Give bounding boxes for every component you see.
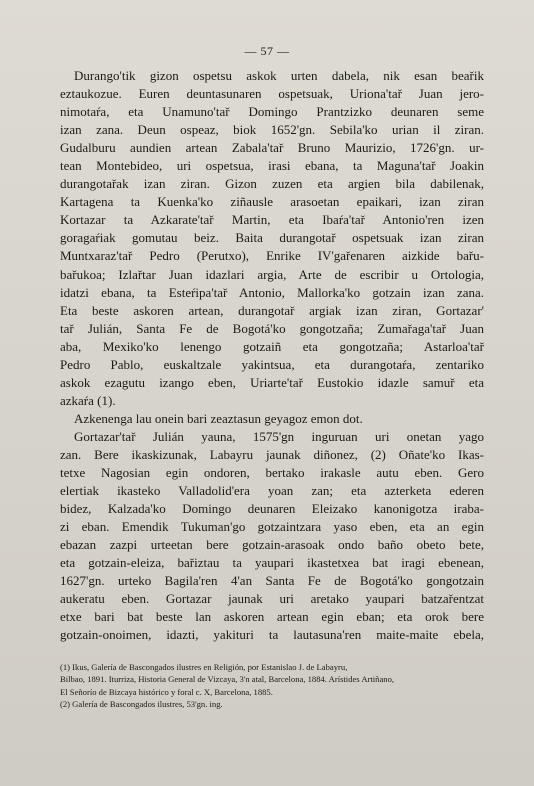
body-line: Kartagena ta Kuenka'ko ziñausle arasoetan epaikari, izan ziran [60,194,484,210]
body-line: Durango'tik gizon ospetsu askok urten dabela, nik esan beařik [74,68,484,83]
footnote-line: (1) Ikus, Galería de Bascongados ilustres en Religión, por Estanislao J. de Labayru, [60,662,348,672]
body-line: gotzain-onoimen, idazti, yakituri ta lautasuna'ren maite-maite ebela, [60,627,484,643]
body-text [60,67,484,645]
body-line: Kortazar ta Azkarate'tař Martin, eta Ibaŕa'tař Antonio'ren izen [60,212,484,228]
body-line: bidez, Kalzada'ko Domingo deunaren Eleizako kanonigotza iraba- [60,501,484,517]
body-line: nimotaŕa, eta Unamuno'tař Domingo Prantzizko deunaren seme [60,104,484,120]
body-line: bařukoa; Izlařtar Juan idazlari argia, Arte de escribir u Ortologia, [60,266,484,282]
body-line: aukeratu eben. Gortazar jaunak uri aretako yaupari batzařentzat [60,591,484,607]
footnotes [60,661,484,710]
body-line: idatzi ebana, ta Esteŕipa'tař Antonio, Mallorka'ko gotzain izan zana. [60,284,484,300]
body-line: tean Montebideo, uri ospetsua, irasi ebana, ta Maguna'tař Joakin [60,158,484,174]
body-line: izan zana. Deun ospeaz, biok 1652'gn. Sebila'ko urian il ziran. [60,122,484,138]
body-line: Pedro Pablo, euskaltzale yakintsua, eta durangotaŕa, zentariko [60,356,484,372]
footnote-line: (2) Galería de Bascongados ilustres, 53'gn. ing. [60,698,223,709]
body-line: askok ezagutu izango eben, Uriarte'tař Eustokio idazle samuř eta [60,374,484,390]
body-line: durangotařak izan ziran. Gizon zuzen eta argien bila dabilenak, [60,176,484,192]
body-line: ebazan zazpi urteetan bere gotzain-arasoak ondo baño obeto bete, [60,537,484,553]
body-line: 1627'gn. urteko Bagila'ren 4'an Santa Fe de Bogotá'ko gongotzain [60,573,484,589]
body-line: eztaukozue. Euren deuntasunaren ospetsuak, Uriona'tař Juan jero- [60,86,484,102]
body-line: Muntxaraz'tař Pedro (Perutxo), Enrike IV'gařenaren aizkide bařu- [60,248,484,264]
footnote-line: Bilbao, 1891. Iturriza, Historia General de Vizcaya, 3'n atal, Barcelona, 1884. Arístides Artiñano, [60,674,395,685]
body-line: aba, Mexiko'ko lenengo gotzaiñ eta gongotzaña; Astarloa'tař [60,338,484,354]
body-line: tař Julián, Santa Fe de Bogotá'ko gongotzaña; Zumařaga'tař Juan [60,320,484,336]
body-line: goragaŕiak gomutau beiz. Baita durangotař ospetsuak izan ziran [60,230,484,246]
body-line: elertiak ikasteko Valladolid'era yoan zan; eta azterketa ederen [60,483,484,499]
body-line: azkaŕa (1). [60,392,116,408]
body-line: etxe bari bat beste lan askoren artean egin eban; eta orok bere [60,609,484,625]
body-line: Gudalburu aundien artean Zabala'tař Bruno Maurizio, 1726'gn. ur- [60,140,484,156]
body-line: tetxe Nagosian egin ondoren, bertako irakasle autu eben. Gero [60,465,484,481]
page-number: — 57 — [244,44,290,58]
footnote-line: El Señorío de Bizcaya histórico y foral c. X, Barcelona, 1885. [60,686,273,697]
body-line: zan. Bere ikaskizunak, Labayru jaunak diñonez, (2) Oñate'ko Ikas- [60,446,484,462]
body-line: Gortazar'tař Julián yauna, 1575'gn inguruan uri onetan yago [74,428,484,444]
body-line: Azkenenga lau onein bari zeaztasun geyagoz emon dot. [74,410,363,426]
body-line: zi eban. Emendik Tukuman'go gotzaintzara yaso eben, eta an egin [60,519,484,535]
body-line: Eta beste askoren artean, durangotař argiak izan ziran, Gortazar' [60,302,484,318]
body-line: eta gotzain-eleiza, bařiztau ta yaupari ikastetxea bat iragi ebenean, [60,555,484,571]
